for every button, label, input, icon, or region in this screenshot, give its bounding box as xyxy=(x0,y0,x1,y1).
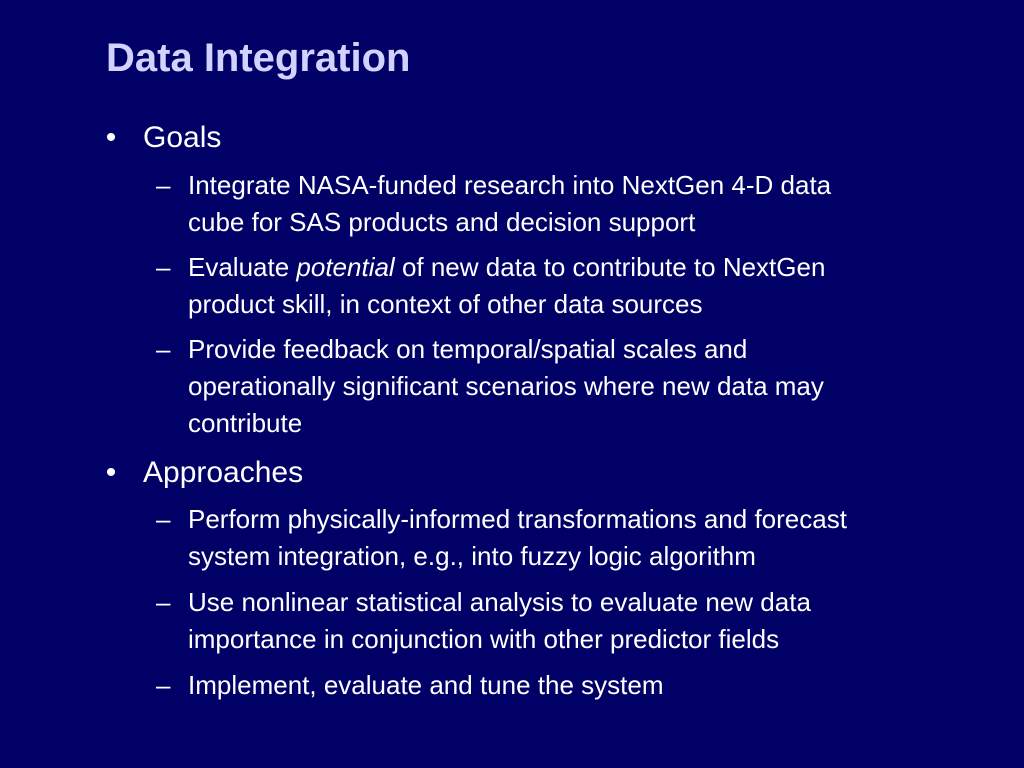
emphasis-text: potential xyxy=(296,252,395,282)
sub-bullet-text: of new data to contribute to NextGen xyxy=(394,252,826,282)
dash-marker: – xyxy=(156,170,171,200)
sub-bullet-line: product skill, in context of other data sources xyxy=(188,289,703,319)
sub-bullet-integrate xyxy=(156,167,988,241)
bullet-approaches xyxy=(105,455,304,491)
dash-marker: – xyxy=(156,670,171,700)
dash-marker: – xyxy=(156,587,171,617)
sub-bullet-line: cube for SAS products and decision support xyxy=(188,207,696,237)
bullet-approaches-label: Approaches xyxy=(143,456,304,489)
dash-marker: – xyxy=(156,504,171,534)
sub-bullet-line: Provide feedback on temporal/spatial scales and xyxy=(188,334,748,364)
sub-bullet-line: Use nonlinear statistical analysis to evaluate new data xyxy=(188,587,811,617)
bullet-goals xyxy=(105,120,222,156)
sub-bullet-evaluate xyxy=(156,249,988,323)
bullet-goals-label: Goals xyxy=(143,121,222,154)
sub-bullet-line: Integrate NASA-funded research into NextGen 4-D data xyxy=(188,170,832,200)
dash-marker: – xyxy=(156,252,171,282)
sub-bullet-perform xyxy=(156,501,988,575)
sub-bullet-nonlinear xyxy=(156,584,988,658)
sub-bullet-line: importance in conjunction with other predictor fields xyxy=(188,624,780,654)
sub-bullet-line: system integration, e.g., into fuzzy logic algorithm xyxy=(188,541,756,571)
sub-bullet-line: contribute xyxy=(188,408,303,438)
bullet-marker: • xyxy=(105,456,117,489)
bullet-marker: • xyxy=(105,121,117,154)
sub-bullet-line xyxy=(188,249,988,286)
sub-bullet-implement xyxy=(156,667,988,704)
sub-bullet-line: Implement, evaluate and tune the system xyxy=(188,670,664,700)
sub-bullet-line: Perform physically-informed transformations and forecast xyxy=(188,504,847,534)
dash-marker: – xyxy=(156,334,171,364)
sub-bullet-feedback xyxy=(156,331,988,442)
slide-title: Data Integration xyxy=(106,36,411,80)
sub-bullet-text: Evaluate xyxy=(188,252,297,282)
sub-bullet-line: operationally significant scenarios where new data may xyxy=(188,371,824,401)
